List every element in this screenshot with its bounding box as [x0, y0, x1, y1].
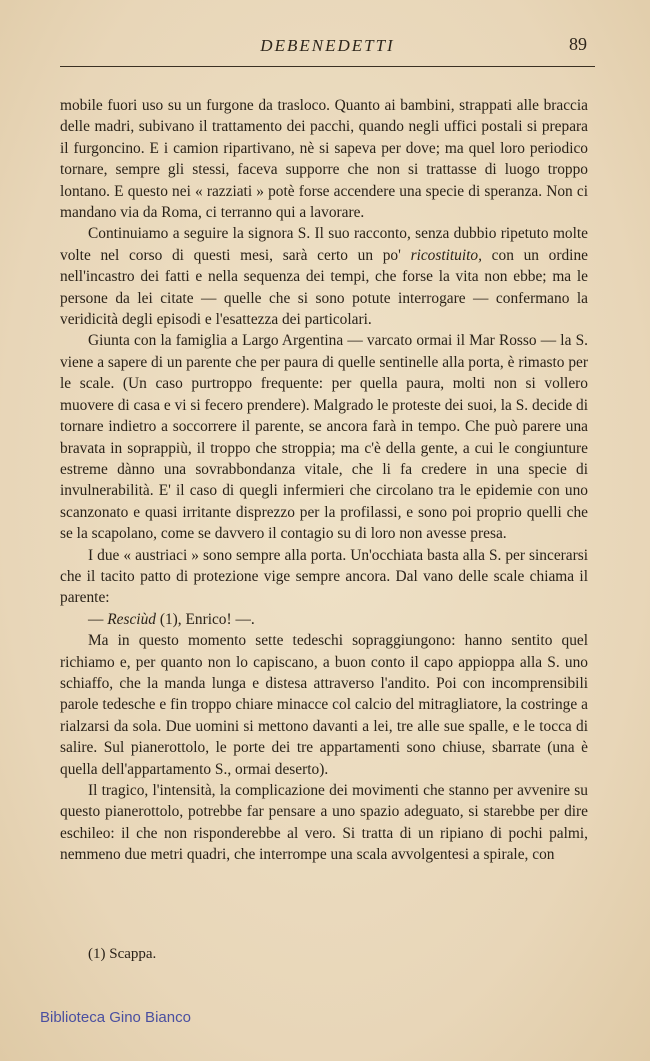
dialogue-italic: Resciùd: [107, 610, 156, 628]
paragraph-2-start: Continuiamo a seguire la signora S. Il suo racconto, senza dubbio ripetuto molte volte nel corso di questi mesi, sarà certo un po': [60, 225, 588, 264]
body-text: [60, 95, 588, 866]
dialogue-rest: (1), Enrico! —.: [155, 610, 255, 628]
paragraph-6: Il tragico, l'intensità, la complicazione dei movimenti che stanno per avvenire su questo pianerottolo, potrebbe far pensare a uno spazio adeguato, si starebbe per dire eschileo: il che non risponderebbe al vero. Si tratta di un ripiano di pochi palmi, nemmeno due metri quadri, che interrompe una scala avvolgentesi a spirale, con: [60, 782, 588, 864]
paragraph-5: Ma in questo momento sette tedeschi sopraggiungono: hanno sentito quel richiamo e, per quanto non lo capiscano, a buon conto il capo appioppa alla S. uno schiaffo, che la manda lunga e distesa attraverso l'andito. Poi con incomprensibili parole tedesche e fin troppo chiare minacce col calcio del mitragliatore, la costringe a rialzarsi da sola. Due uomini si mettono davanti a lei, tre alle sue spalle, e le tocca di salire. Sul pianerottolo, le porte dei tre appartamenti sono chiuse, sbarrate (una è quella dell'appartamento S., ormai deserto).: [60, 632, 588, 778]
paragraph-1: mobile fuori uso su un furgone da trasloco. Quanto ai bambini, strappati alle braccia delle madri, subivano il trattamento dei pacchi, quando negli uffici postali si prepara il furgoncino. E i camion ripartivano, nè si sapeva per dove; ma quel loro periodico tornare, sempre gli stessi, faceva supporre che non si trattasse di luogo troppo lontano. E questo nei « razziati » potè forse accendere una specie di speranza. Non ci mandano via da Roma, ci terranno qui a lavorare.: [60, 97, 588, 222]
paragraph-3: Giunta con la famiglia a Largo Argentina — varcato ormai il Mar Rosso — la S. viene a sapere di un parente che per paura di quelle sentinelle alla porta, è rimasto per le scale. (Un caso purtroppo frequente: per quella paura, molti non si vollero muovere di casa e vi si fecero prendere). Malgrado le proteste dei suoi, la S. decide di tornare indietro a soccorrere il parente, se ancora farà in tempo. Che può parere una bravata in soprappiù, il troppo che stroppia; ma c'è della gente, a cui le congiunture estreme dànno una sovrabbondanza vitale, che li fa credere in una specie di invulnerabilità. E' il caso di quegli infermieri che circolano tra le epidemie con uno scanzonato e quasi irritante disprezzo per la profilassi, e sono poi proprio quelli che se la scapolano, come se davvero il contagio su di loro non avesse presa.: [60, 332, 588, 543]
paragraph-2: [60, 223, 588, 330]
header-rule: [60, 66, 595, 67]
page-header: [60, 36, 595, 76]
footnote: (1) Scappa.: [88, 946, 157, 962]
dialogue-line: — Resciùd (1), Enrico! —.: [88, 610, 255, 628]
paragraph-2-italic: ricostituito,: [410, 246, 482, 264]
page-number: 89: [569, 34, 587, 54]
running-title: DEBENEDETTI: [260, 36, 395, 55]
paragraph-2-end: con un ordine nell'incastro dei fatti e nella sequenza dei tempi, che forse la vita non ebbe; ma le persone da lei citate — quelle che si sono potute interrogare — confermano la veridicità degli episodi e l'esattezza dei particolari.: [60, 246, 588, 329]
library-watermark: Biblioteca Gino Bianco: [40, 1009, 191, 1026]
paragraph-4: I due « austriaci » sono sempre alla porta. Un'occhiata basta alla S. per sincerarsi che il tacito patto di protezione vige sempre ancora. Dal vano delle scale chiama il parente:: [60, 546, 588, 607]
